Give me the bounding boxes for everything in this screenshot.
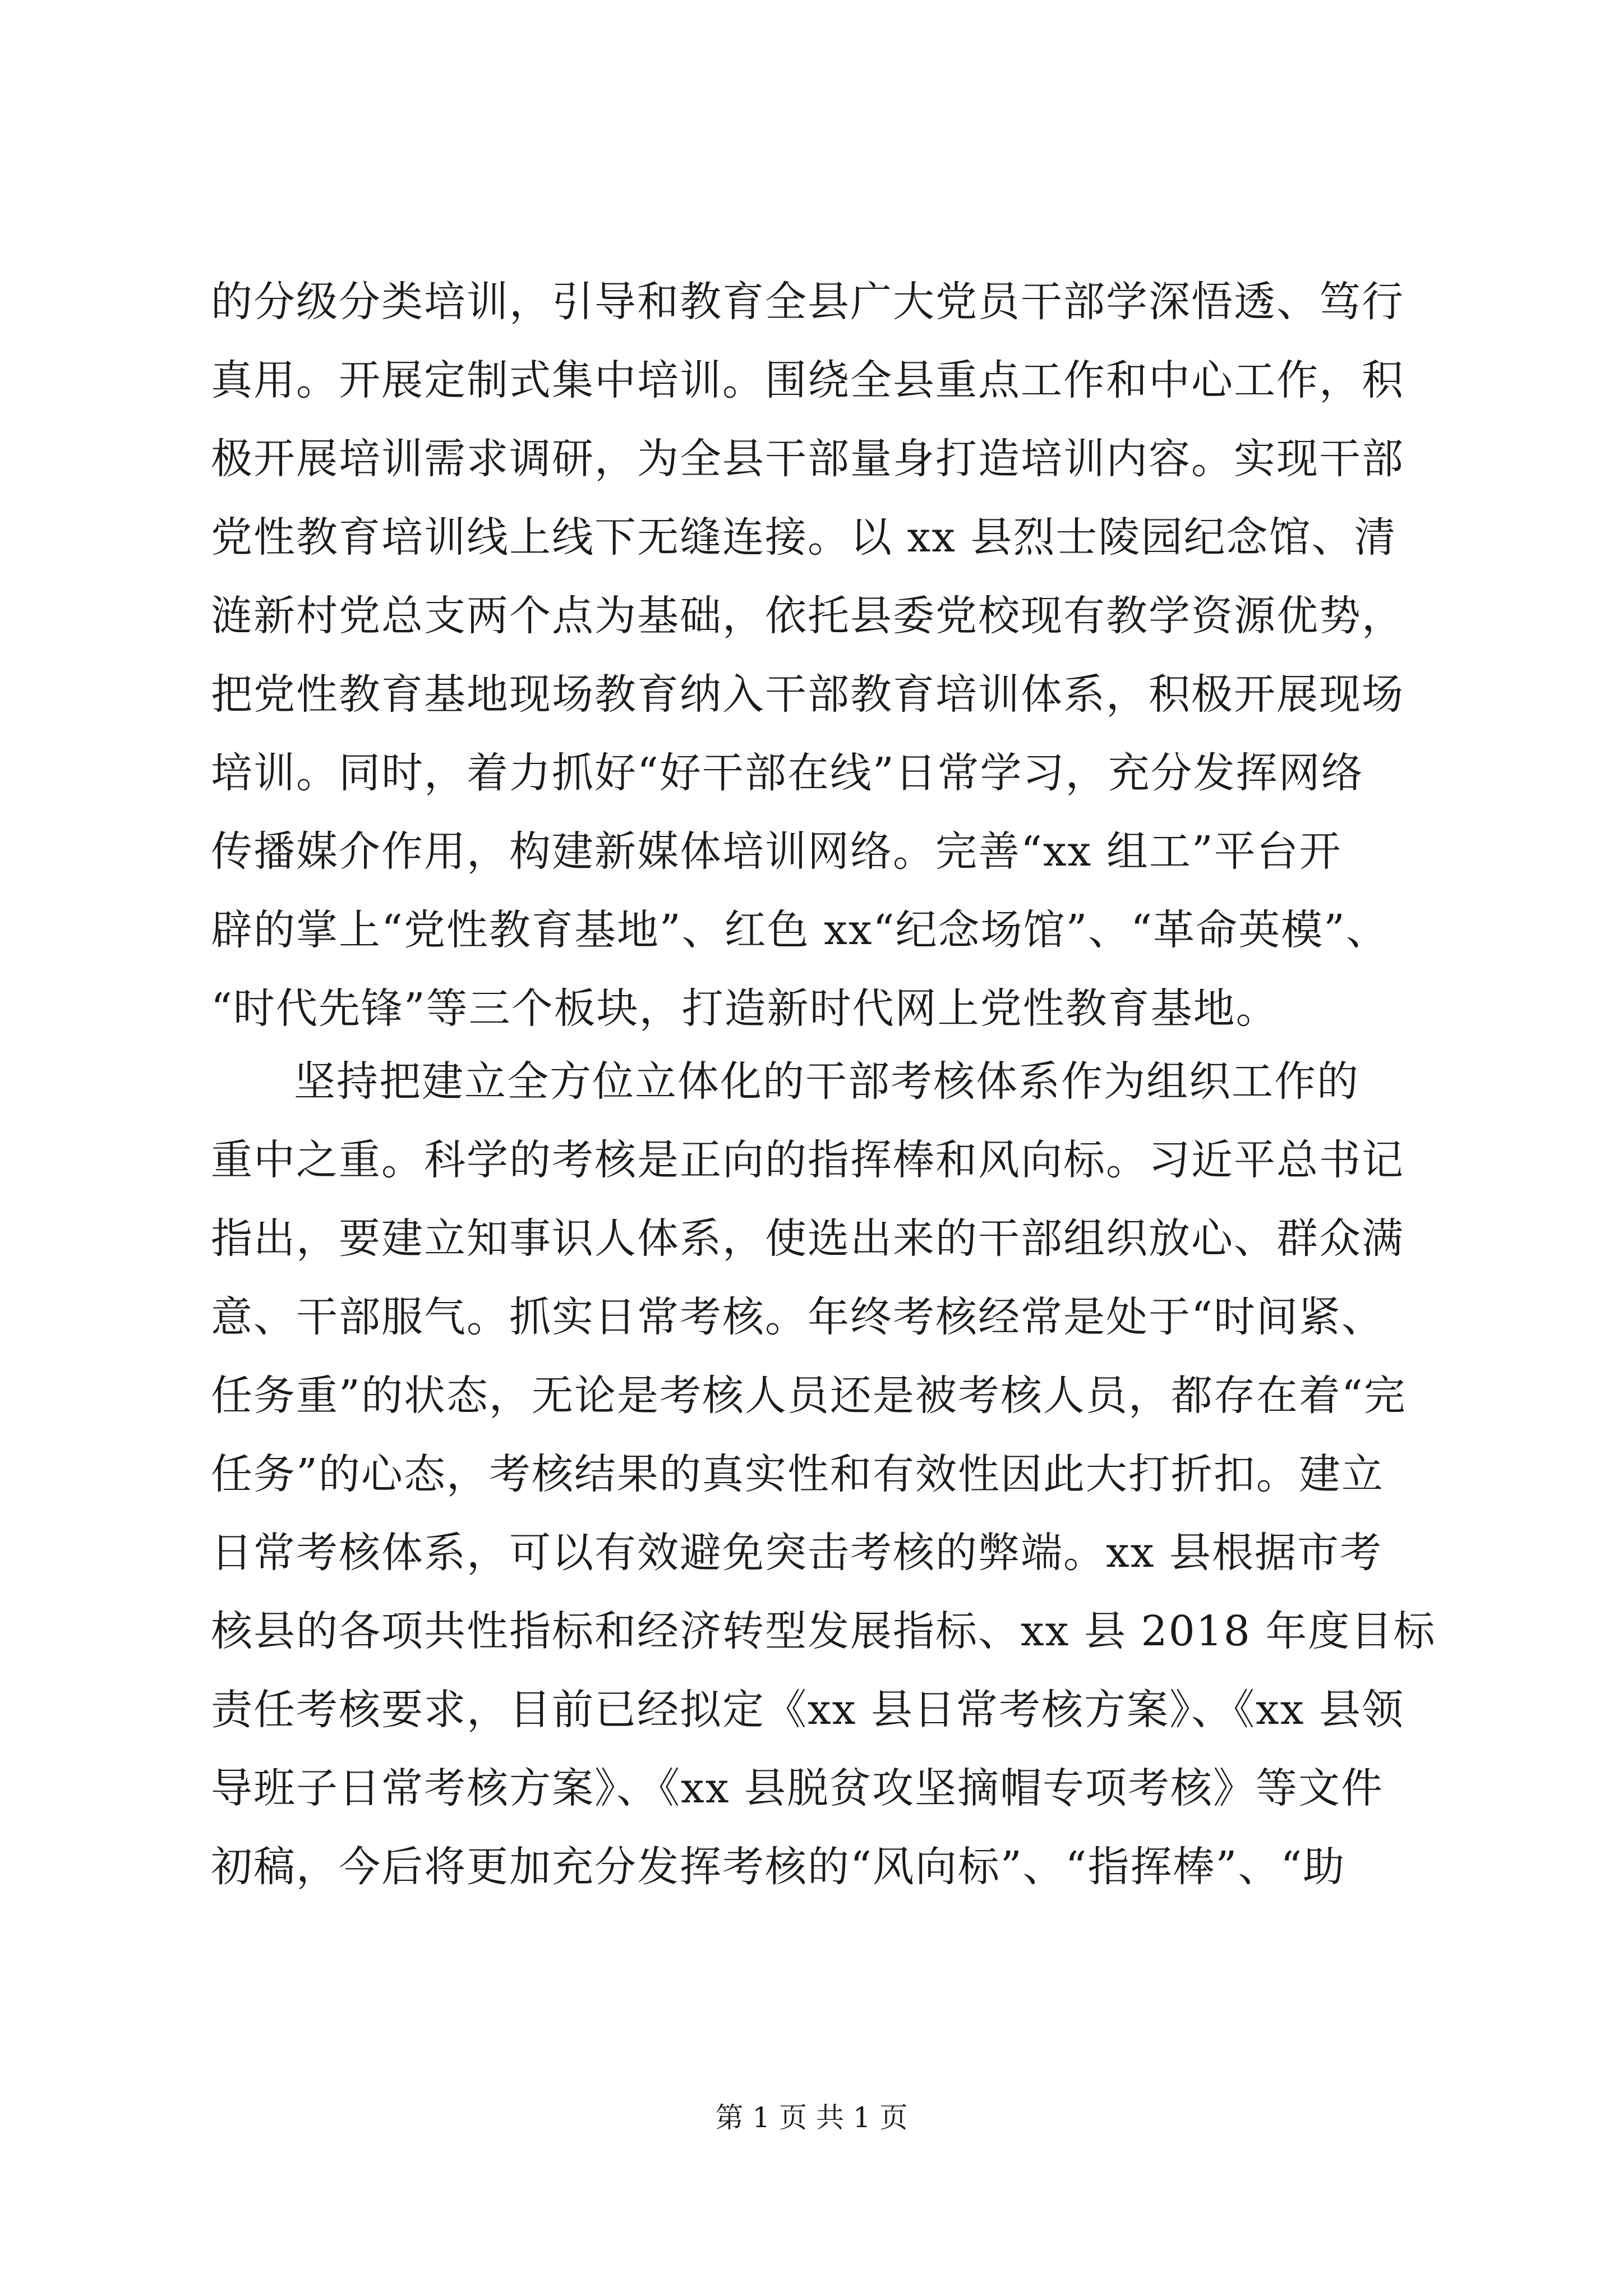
paragraph-line: 任务重”的状态，无论是考核人员还是被考核人员，都存在着“完	[211, 1372, 1407, 1420]
paragraph-line: 责任考核要求，目前已经拟定《xx 县日常考核方案》、《xx 县领	[211, 1686, 1404, 1734]
paragraph-line: 导班子日常考核方案》、《xx 县脱贫攻坚摘帽专项考核》等文件	[211, 1764, 1384, 1812]
paragraph-line: 初稿，今后将更加充分发挥考核的“风向标”、“指挥棒”、“助	[211, 1843, 1346, 1891]
paragraph-assessment	[211, 1042, 1436, 1906]
paragraph-line: 重中之重。科学的考核是正向的指挥棒和风向标。习近平总书记	[211, 1136, 1404, 1184]
paragraph-training	[211, 263, 1428, 1048]
paragraph-line: 日常考核体系，可以有效避免突击考核的弊端。xx 县根据市考	[211, 1529, 1382, 1577]
paragraph-line: “时代先锋”等三个板块，打造新时代网上党性教育基地。	[211, 984, 1279, 1033]
paragraph-line: 涟新村党总支两个点为基础，依托县委党校现有教学资源优势，	[211, 592, 1404, 640]
paragraph-line: 真用。开展定制式集中培训。围绕全县重点工作和中心工作，积	[211, 356, 1404, 404]
paragraph-line: 指出，要建立知事识人体系，使选出来的干部组织放心、群众满	[211, 1214, 1404, 1263]
paragraph-line: 传播媒介作用，构建新媒体培训网络。完善“xx 组工”平台开	[211, 827, 1342, 876]
paragraph-line: 辟的掌上“党性教育基地”、红色 xx“纪念场馆”、“革命英模”、	[211, 906, 1389, 954]
paragraph-line: 党性教育培训线上线下无缝连接。以 xx 县烈士陵园纪念馆、清	[211, 513, 1397, 562]
paragraph-line: 坚持把建立全方位立体化的干部考核体系作为组织工作的	[294, 1057, 1359, 1106]
paragraph-line: 核县的各项共性指标和经济转型发展指标、xx 县 2018 年度目标	[211, 1607, 1436, 1655]
paragraph-line: 培训。同时，着力抓好“好干部在线”日常学习，充分发挥网络	[211, 749, 1364, 797]
paragraph-line: 极开展培训需求调研，为全县干部量身打造培训内容。实现干部	[211, 435, 1404, 483]
page-number-footer: 第 1 页 共 1 页	[715, 2101, 908, 2134]
paragraph-line: 意、干部服气。抓实日常考核。年终考核经常是处于“时间紧、	[211, 1293, 1384, 1341]
paragraph-line: 的分级分类培训，引导和教育全县广大党员干部学深悟透、笃行	[211, 278, 1404, 326]
paragraph-line: 把党性教育基地现场教育纳入干部教育培训体系，积极开展现场	[211, 670, 1404, 719]
paragraph-line: 任务”的心态，考核结果的真实性和有效性因此大打折扣。建立	[211, 1450, 1384, 1498]
